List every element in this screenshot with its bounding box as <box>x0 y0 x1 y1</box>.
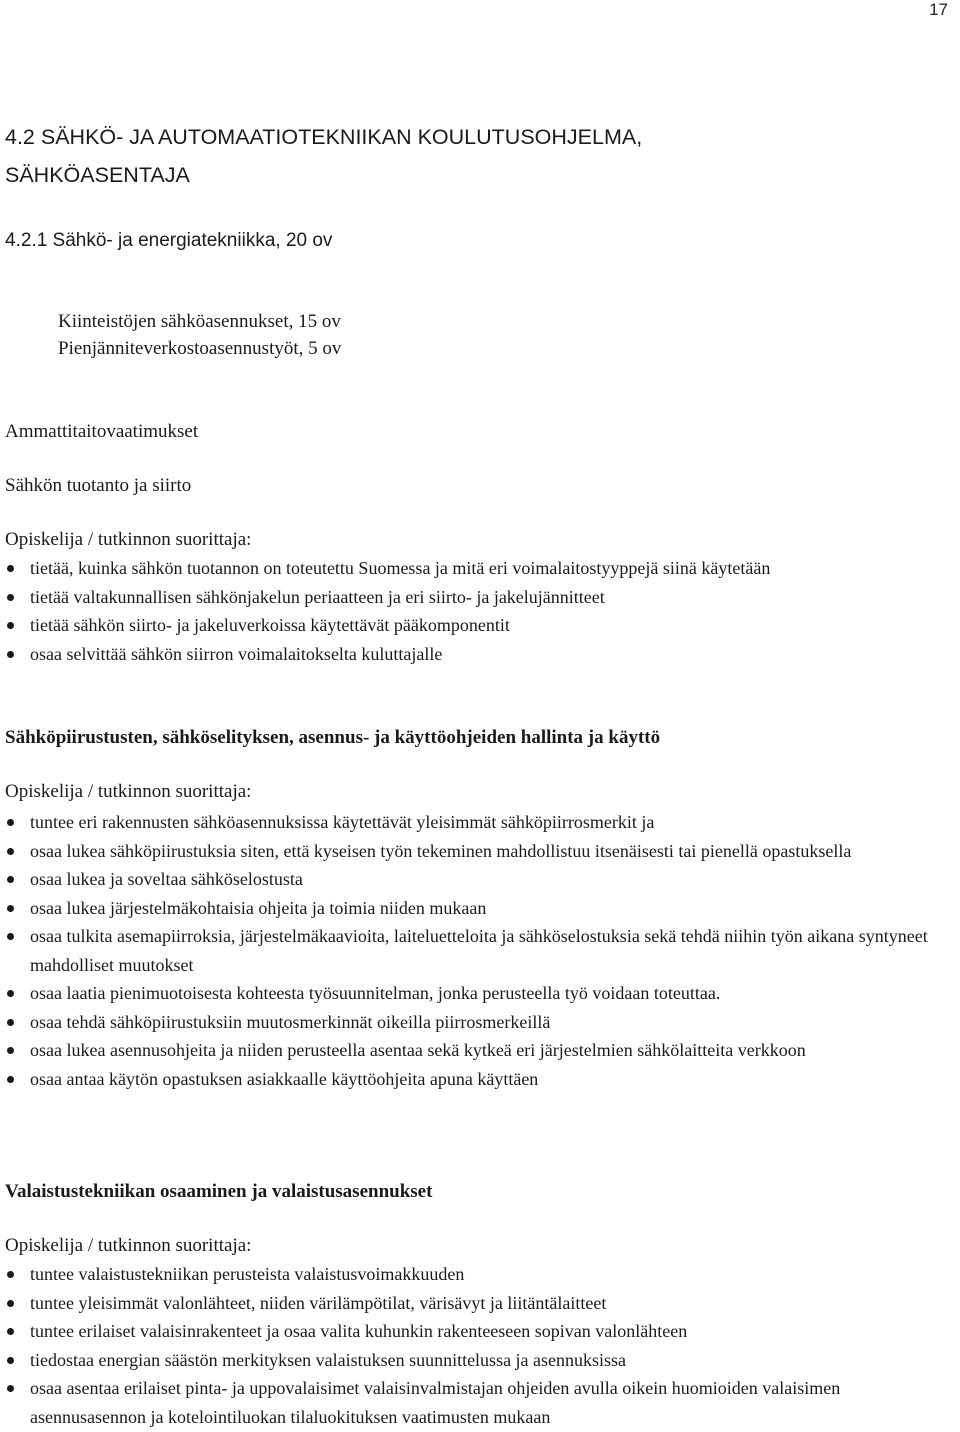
list-item: tietää valtakunnallisen sähkönjakelun periaatteen ja eri siirto- ja jakelujännitteet <box>0 583 945 612</box>
section-title-power-generation: Sähkön tuotanto ja siirto <box>5 475 192 496</box>
list-item: osaa lukea sähköpiirustuksia siten, että kyseisen työn tekeminen mahdollistuu itsenäisesti tai pienellä opastuksella <box>0 837 945 866</box>
section-intro: Opiskelija / tutkinnon suorittaja: <box>5 1235 252 1256</box>
requirements-title: Ammattitaitovaatimukset <box>5 421 199 442</box>
list-item: osaa tulkita asemapiirroksia, järjestelmäkaavioita, laiteluetteloita ja sähköselostuksia sekä tehdä niihin työn aikana syntyneet mahdolliset muutokset <box>0 922 945 979</box>
list-item: tietää sähkön siirto- ja jakeluverkoissa käytettävät pääkomponentit <box>0 611 945 640</box>
list-item: osaa selvittää sähkön siirron voimalaitokselta kuluttajalle <box>0 640 945 669</box>
list-item: osaa lukea asennusohjeita ja niiden perusteella asentaa sekä kytkeä eri järjestelmien sähkölaitteita verkkoon <box>0 1036 945 1065</box>
list-item: osaa lukea järjestelmäkohtaisia ohjeita ja toimia niiden mukaan <box>0 894 945 923</box>
list-item: tiedostaa energian säästön merkityksen valaistuksen suunnittelussa ja asennuksissa <box>0 1346 945 1375</box>
section-title-lighting: Valaistustekniikan osaaminen ja valaistusasennukset <box>5 1181 433 1202</box>
bullet-list-lighting <box>0 1260 945 1431</box>
list-item: osaa asentaa erilaiset pinta- ja uppovalaisimet valaisinvalmistajan ohjeiden avulla oikein huomioiden valaisimen asennusasennon ja kotelointiluokan tilaluokituksen vaatimusten mukaan <box>0 1374 945 1431</box>
section-intro: Opiskelija / tutkinnon suorittaja: <box>5 529 252 550</box>
module-line: Pienjänniteverkostoasennustyöt, 5 ov <box>58 338 342 359</box>
list-item: tuntee valaistustekniikan perusteista valaistusvoimakkuuden <box>0 1260 945 1289</box>
page-number: 17 <box>929 0 948 19</box>
list-item: tuntee erilaiset valaisinrakenteet ja osaa valita kuhunkin rakenteeseen sopivan valonlähteen <box>0 1317 945 1346</box>
list-item: osaa lukea ja soveltaa sähköselostusta <box>0 865 945 894</box>
bullet-list-power-generation <box>0 554 945 668</box>
list-item: tietää, kuinka sähkön tuotannon on toteutettu Suomessa ja mitä eri voimalaitostyyppejä siinä käytetään <box>0 554 945 583</box>
section-intro: Opiskelija / tutkinnon suorittaja: <box>5 781 252 802</box>
chapter-heading-line-1: 4.2 SÄHKÖ- JA AUTOMAATIOTEKNIIKAN KOULUTUSOHJELMA, <box>5 125 643 149</box>
chapter-heading <box>5 118 905 194</box>
list-item: osaa antaa käytön opastuksen asiakkaalle käyttöohjeita apuna käyttäen <box>0 1065 945 1094</box>
list-item: osaa tehdä sähköpiirustuksiin muutosmerkinnät oikeilla piirrosmerkeillä <box>0 1008 945 1037</box>
list-item: osaa laatia pienimuotoisesta kohteesta työsuunnitelman, jonka perusteella työ voidaan toteuttaa. <box>0 979 945 1008</box>
section-title-drawings: Sähköpiirustusten, sähköselityksen, asennus- ja käyttöohjeiden hallinta ja käyttö <box>5 727 661 748</box>
module-line: Kiinteistöjen sähköasennukset, 15 ov <box>58 311 341 332</box>
module-list <box>58 308 341 362</box>
bullet-list-drawings <box>0 808 945 1093</box>
list-item: tuntee eri rakennusten sähköasennuksissa käytettävät yleisimmät sähköpiirrosmerkit ja <box>0 808 945 837</box>
chapter-heading-line-2: SÄHKÖASENTAJA <box>5 163 190 187</box>
list-item: tuntee yleisimmät valonlähteet, niiden värilämpötilat, värisävyt ja liitäntälaitteet <box>0 1289 945 1318</box>
section-heading: 4.2.1 Sähkö- ja energiatekniikka, 20 ov <box>5 230 333 251</box>
